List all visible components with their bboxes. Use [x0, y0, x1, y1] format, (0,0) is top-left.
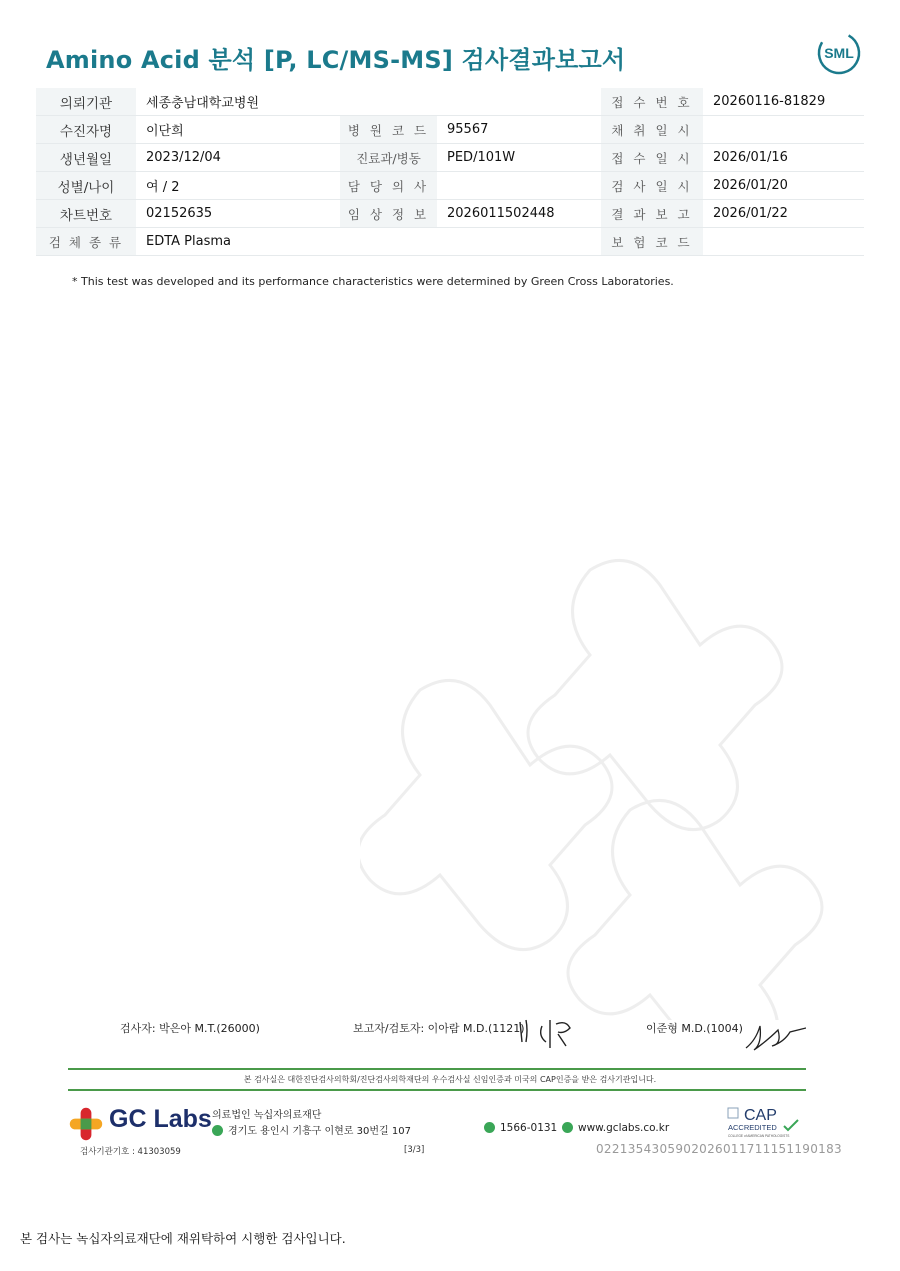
info-row-patient — [36, 116, 864, 144]
institution-number: 검사기관기호 : 41303059 — [80, 1147, 181, 1157]
organization-name: 의료법인 녹십자의료재단 — [212, 1110, 322, 1121]
label-test-date: 검 사 일 시 — [601, 172, 703, 200]
gc-labs-logo: GC Labs — [109, 1105, 212, 1133]
address-text: 경기도 용인시 기흥구 이현로 30번길 107 — [228, 1126, 411, 1137]
value-hospital-code: 95567 — [437, 116, 601, 144]
reporter-signature: 보고자/검토자: 이아람 M.D.(1121) — [353, 1022, 525, 1035]
value-receipt-date: 2026/01/16 — [703, 144, 864, 172]
value-test-date: 2026/01/20 — [703, 172, 864, 200]
svg-text:COLLEGE of AMERICAN PATHOLOGIS: COLLEGE of AMERICAN PATHOLOGISTS — [728, 1134, 790, 1138]
label-institution: 의뢰기관 — [36, 88, 136, 116]
info-row-institution — [36, 88, 864, 116]
value-insurance-code — [703, 228, 864, 256]
label-hospital-code: 병 원 코 드 — [340, 116, 437, 144]
value-report-date: 2026/01/22 — [703, 200, 864, 228]
value-institution: 세종충남대학교병원 — [136, 88, 601, 116]
phone-text: 1566-0131 — [500, 1122, 558, 1134]
label-report-date: 결 과 보 고 — [601, 200, 703, 228]
bottom-note: 본 검사는 녹십자의료재단에 재위탁하여 시행한 검사입니다. — [20, 1231, 346, 1246]
report-title: Amino Acid 분석 [P, LC/MS-MS] 검사결과보고서 — [46, 46, 626, 74]
phone — [484, 1122, 557, 1134]
gc-cross-icon — [68, 1104, 104, 1144]
cap-accredited-logo — [726, 1104, 804, 1140]
info-row-chart — [36, 200, 864, 228]
reporter-handwritten-signature — [514, 1016, 580, 1052]
location-icon — [212, 1125, 223, 1136]
value-specimen: EDTA Plasma — [136, 228, 601, 256]
page-number: [3/3] — [404, 1145, 425, 1155]
cross-watermark — [360, 540, 840, 1020]
footer-divider-top — [68, 1068, 806, 1070]
website-text: www.gclabs.co.kr — [578, 1122, 670, 1134]
address — [212, 1122, 411, 1137]
director-signature: 이준형 M.D.(1004) — [646, 1022, 743, 1035]
disclaimer-note: * This test was developed and its performance characteristics were determined by Green Cross Laboratories. — [72, 275, 674, 288]
info-row-birth — [36, 144, 864, 172]
certification-text: 본 검사실은 대한진단검사의학회/진단검사의학재단의 우수검사실 신임인증과 미국의 CAP인증을 받은 검사기관입니다. — [243, 1075, 657, 1084]
label-insurance-code: 보 험 코 드 — [601, 228, 703, 256]
label-receipt-date: 접 수 일 시 — [601, 144, 703, 172]
value-sex-age: 여 / 2 — [136, 172, 340, 200]
director-handwritten-signature — [742, 1016, 806, 1054]
label-physician: 담 당 의 사 — [340, 172, 437, 200]
label-department: 진료과/병동 — [340, 144, 437, 172]
value-physician — [437, 172, 601, 200]
value-department: PED/101W — [437, 144, 601, 172]
label-sex-age: 성별/나이 — [36, 172, 136, 200]
sml-logo — [816, 30, 862, 76]
footer-divider-bottom — [68, 1089, 806, 1091]
patient-info-table — [36, 88, 864, 256]
label-collection-date: 채 취 일 시 — [601, 116, 703, 144]
value-receipt-no: 20260116-81829 — [703, 88, 864, 116]
sml-logo-text: SML — [824, 45, 854, 61]
label-birth-date: 생년월일 — [36, 144, 136, 172]
label-patient-name: 수진자명 — [36, 116, 136, 144]
website — [562, 1122, 669, 1134]
label-specimen: 검 체 종 류 — [36, 228, 136, 256]
phone-icon — [484, 1122, 495, 1133]
svg-text:ACCREDITED: ACCREDITED — [728, 1123, 777, 1132]
value-birth-date: 2023/12/04 — [136, 144, 340, 172]
info-row-specimen — [36, 228, 864, 256]
value-patient-name: 이단희 — [136, 116, 340, 144]
home-icon — [562, 1122, 573, 1133]
value-collection-date — [703, 116, 864, 144]
label-chart-no: 차트번호 — [36, 200, 136, 228]
svg-text:CAP: CAP — [744, 1107, 777, 1124]
info-row-sex-age — [36, 172, 864, 200]
label-receipt-no: 접 수 번 호 — [601, 88, 703, 116]
value-clinical-info: 2026011502448 — [437, 200, 601, 228]
value-chart-no: 02152635 — [136, 200, 340, 228]
document-barcode-number: 0221354305902026011711151190183 — [596, 1142, 842, 1156]
label-clinical-info: 임 상 정 보 — [340, 200, 437, 228]
tester-signature: 검사자: 박은아 M.T.(26000) — [120, 1022, 260, 1035]
